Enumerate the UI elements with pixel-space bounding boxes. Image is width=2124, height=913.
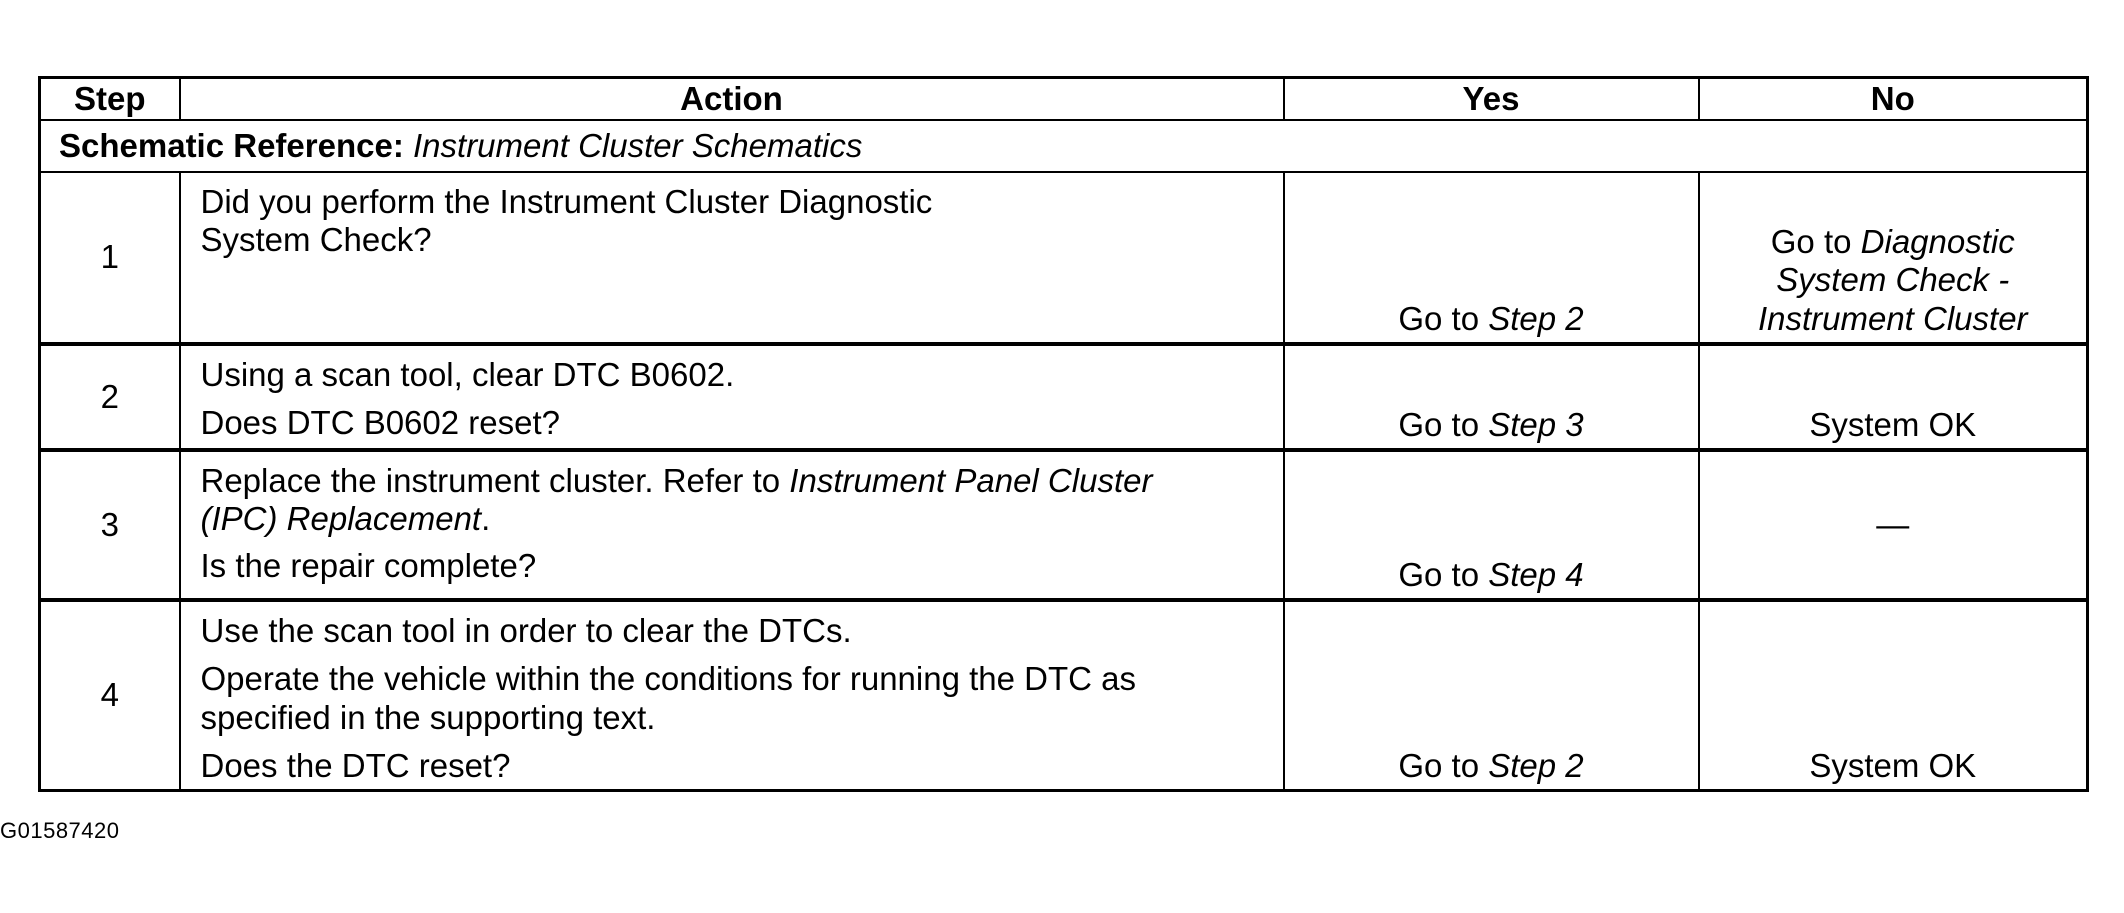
no-cell [1699, 600, 2088, 791]
ipc-replacement-link[interactable]: Instrument Panel Cluster (IPC) Replacement [200, 462, 1153, 538]
yes-prefix: Go to [1398, 299, 1480, 337]
schematic-reference-row [40, 120, 2088, 172]
action-text: Operate the vehicle within the conditions for running the DTC as specified in the supporting text. [200, 660, 1137, 736]
action-cell [180, 450, 1284, 600]
no-result: System OK [1809, 746, 1977, 784]
action-question: Does DTC B0602 reset? [200, 404, 561, 442]
action-text: Did you perform the Instrument Cluster Diagnostic System Check? [200, 183, 933, 259]
table-row [40, 344, 2088, 450]
yes-cell [1284, 600, 1699, 791]
yes-step-link[interactable]: Step 2 [1488, 746, 1584, 784]
yes-prefix: Go to [1398, 405, 1480, 443]
no-cell [1699, 344, 2088, 450]
action-text-prefix: Replace the instrument cluster. Refer to [200, 462, 781, 499]
action-text: Using a scan tool, clear DTC B0602. [200, 356, 735, 393]
yes-prefix: Go to [1398, 746, 1480, 784]
yes-prefix: Go to [1398, 555, 1480, 593]
yes-cell [1284, 344, 1699, 450]
no-prefix: Go to [1770, 223, 1852, 261]
step-number: 4 [40, 600, 180, 791]
header-action: Action [180, 78, 1284, 121]
no-result: System OK [1809, 405, 1977, 443]
action-question: Does the DTC reset? [200, 746, 511, 784]
table-row [40, 600, 2088, 791]
table-header-row [40, 78, 2088, 121]
no-dash: — [1876, 505, 1910, 543]
action-question: Is the repair complete? [200, 546, 537, 584]
yes-step-link[interactable]: Step 3 [1488, 405, 1584, 443]
header-yes: Yes [1284, 78, 1699, 121]
no-cell [1699, 450, 2088, 600]
action-cell [180, 344, 1284, 450]
yes-cell [1284, 450, 1699, 600]
action-text-suffix: . [481, 500, 491, 538]
no-cell [1699, 172, 2088, 344]
step-number: 1 [40, 172, 180, 344]
schematic-reference-link[interactable]: Instrument Cluster Schematics [413, 126, 863, 164]
header-no: No [1699, 78, 2088, 121]
table-row [40, 450, 2088, 600]
table-row [40, 172, 2088, 344]
yes-step-link[interactable]: Step 4 [1488, 555, 1584, 593]
step-number: 3 [40, 450, 180, 600]
action-cell [180, 600, 1284, 791]
yes-step-link[interactable]: Step 2 [1488, 299, 1584, 337]
schematic-reference-label: Schematic Reference: [59, 126, 404, 164]
schematic-reference-cell [40, 120, 2088, 172]
header-step: Step [40, 78, 180, 121]
action-text: Use the scan tool in order to clear the DTCs. [200, 612, 852, 649]
figure-id: G01587420 [0, 818, 120, 843]
step-number: 2 [40, 344, 180, 450]
action-cell [180, 172, 1284, 344]
action-text [201, 462, 1181, 539]
diagnostic-table [38, 76, 2089, 792]
yes-cell [1284, 172, 1699, 344]
no-diagnostic-link[interactable]: Diagnostic System Check - Instrument Cluster [1757, 223, 2028, 337]
